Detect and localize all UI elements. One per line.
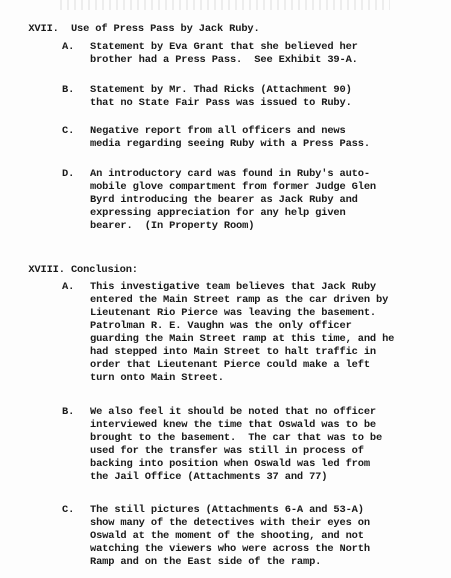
item-line: the Jail Office (Attachments 37 and 77) [90, 471, 328, 483]
item-line: expressing appreciation for any help given [90, 207, 346, 219]
item-line: interviewed knew the time that Oswald was to be [90, 419, 377, 431]
item-line: show many of the detectives with their eyes on [90, 517, 370, 529]
item-line: Lieutenant Rio Pierce was leaving the basement. [90, 307, 377, 319]
item-line: order that Lieutenant Pierce could make a left [90, 359, 370, 371]
item-letter: A. [62, 41, 75, 53]
item-letter: C. [62, 504, 75, 516]
section-title: Use of Press Pass by Jack Ruby. [70, 23, 260, 35]
item-line: used for the transfer was still in process of [90, 445, 364, 457]
item-line: Statement by Mr. Thad Ricks (Attachment 90) [90, 84, 352, 96]
item-line: An introductory card was found in Ruby's auto- [90, 168, 370, 180]
item-letter: C. [62, 125, 75, 137]
section-number: XVII. [28, 23, 59, 35]
item-line: This investigative team believes that Jack Ruby [90, 281, 377, 293]
item-line: watching the viewers who were across the North [90, 543, 370, 555]
item-line: Oswald at the moment of the shooting, and not [90, 530, 364, 542]
item-line: bearer. (In Property Room) [90, 220, 255, 232]
item-letter: D. [62, 168, 75, 180]
item-letter: B. [62, 84, 75, 96]
item-letter: A. [62, 281, 75, 293]
item-letter: B. [62, 406, 75, 418]
item-line: had stepped into Main Street to halt traffic in [90, 346, 377, 358]
item-line: We also feel it should be noted that no officer [90, 406, 377, 418]
item-line: backing into position when Oswald was led from [90, 458, 370, 470]
item-line: Statement by Eva Grant that she believed her [90, 41, 358, 53]
item-line: Negative report from all officers and news [90, 125, 346, 137]
section-title: Conclusion: [70, 264, 138, 276]
item-line: brother had a Press Pass. See Exhibit 39-A. [90, 54, 358, 66]
item-line: that no State Fair Pass was issued to Ruby. [90, 97, 352, 109]
item-line: Byrd introducing the bearer as Jack Ruby and [90, 194, 358, 206]
section-number: XVIII. [28, 264, 65, 276]
item-line: brought to the basement. The car that was to be [90, 432, 383, 444]
scan-noise [60, 0, 390, 10]
item-line: entered the Main Street ramp as the car driven by [90, 294, 389, 306]
item-line: guarding the Main Street ramp at this time, and he [90, 333, 395, 345]
item-line: media regarding seeing Ruby with a Press Pass. [90, 138, 370, 150]
item-line: mobile glove compartment from former Judge Glen [90, 181, 377, 193]
item-line: The still pictures (Attachments 6-A and 53-A) [90, 504, 364, 516]
item-line: Patrolman R. E. Vaughn was the only officer [90, 320, 352, 332]
item-line: turn onto Main Street. [90, 372, 224, 384]
item-line: Ramp and on the East side of the ramp. [90, 556, 322, 568]
